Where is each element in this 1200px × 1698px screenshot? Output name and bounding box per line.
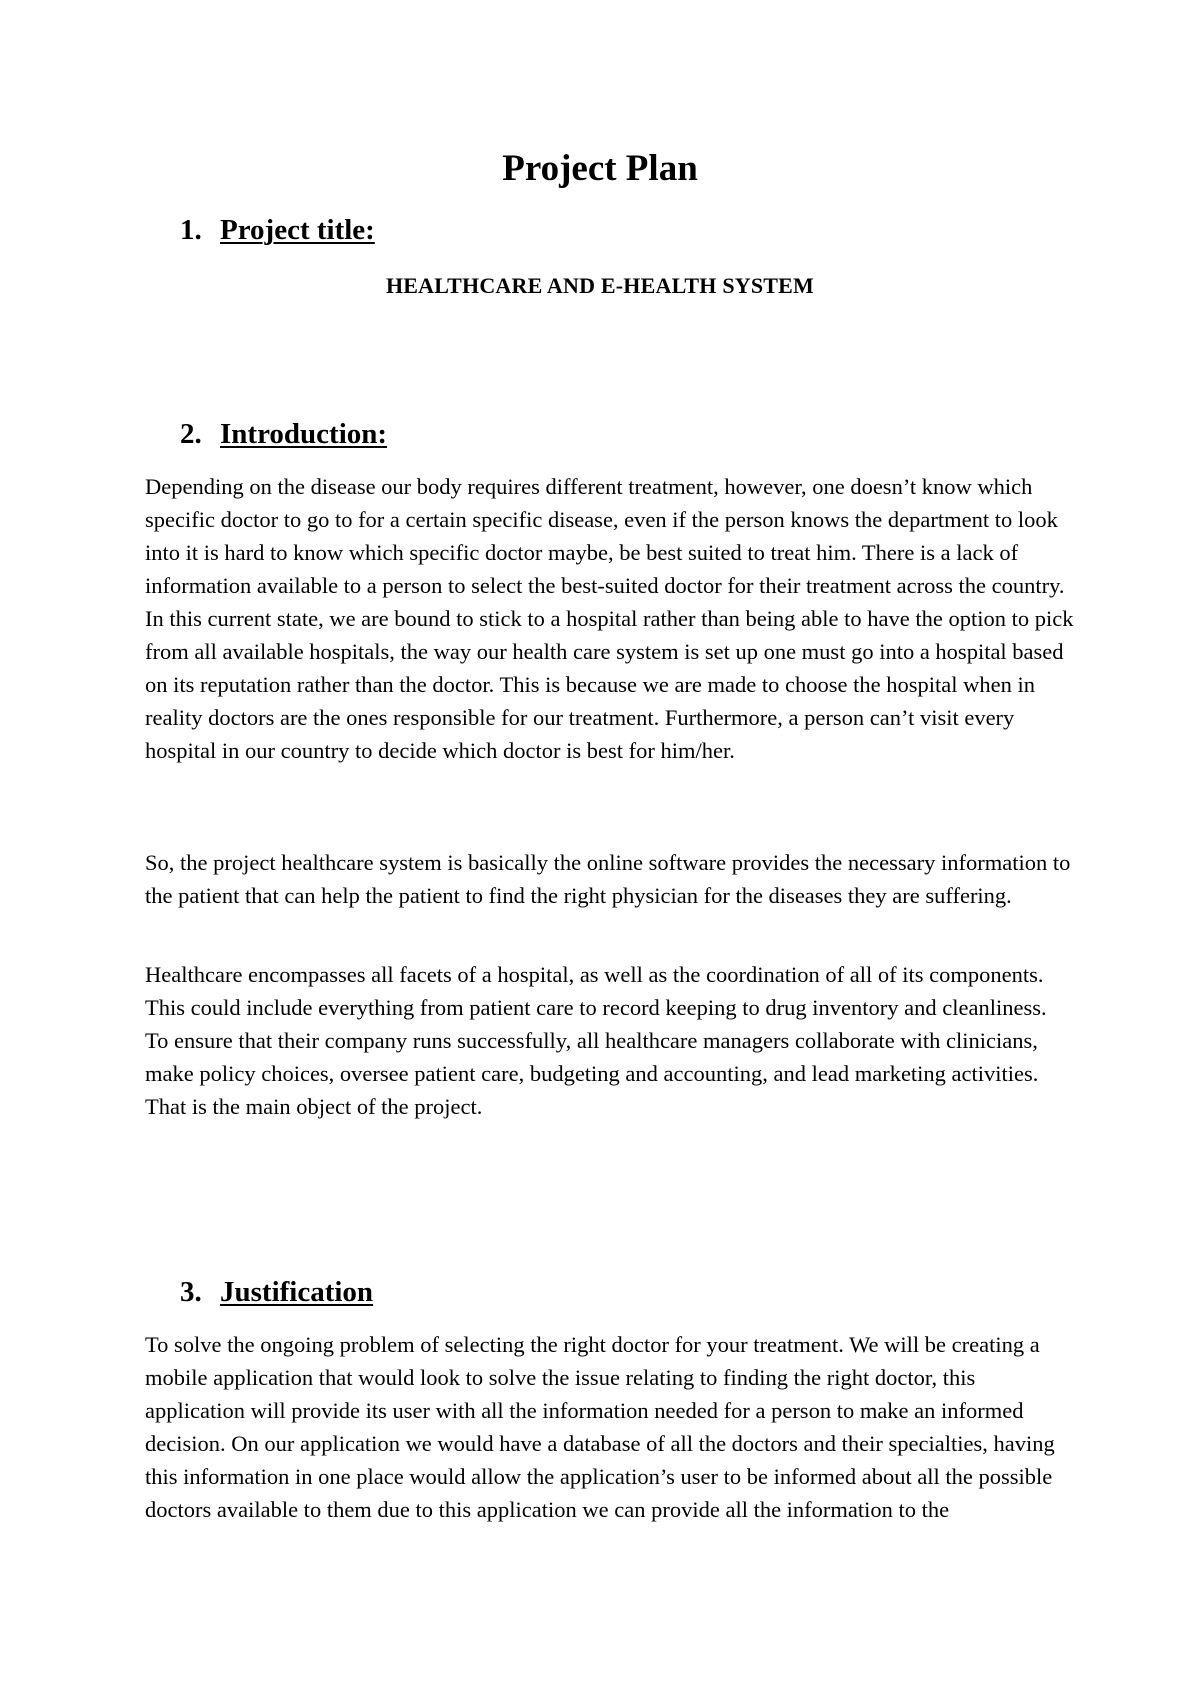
introduction-paragraph-3: Healthcare encompasses all facets of a hospital, as well as the coordination of all of its components. This could include everything from patient care to record keeping to drug inventory and cleanliness. To ensure that their company runs successfully, all healthcare managers collaborate with clinicians, make policy choices, oversee patient care, budgeting and accounting, and lead marketing activities. That is the main object of the project. [145,962,1047,1119]
section-number: 1. [180,214,202,246]
section-number: 2. [180,418,202,450]
section-heading-text: Justification [220,1276,374,1308]
section-heading-text: Project title: [220,214,375,246]
page-title: Project Plan [502,148,698,189]
project-title-value: HEALTHCARE AND E-HEALTH SYSTEM [386,273,814,298]
section-heading-text: Introduction: [220,418,388,450]
justification-paragraph-1: To solve the ongoing problem of selecting the right doctor for your treatment. We will be creating a mobile application that would look to solve the issue relating to finding the right doctor, this application will provide its user with all the information needed for a person to make an informed decision. On our application we would have a database of all the doctors and their specialties, having this information in one place would allow the application’s user to be informed about all the possible doctors available to them due to this application we can provide all the information to the [145,1332,1055,1522]
introduction-paragraph-1: Depending on the disease our body requires different treatment, however, one doesn’t know which specific doctor to go to for a certain specific disease, even if the person knows the department to look into it is hard to know which specific doctor maybe, be best suited to treat him. There is a lack of information available to a person to select the best-suited doctor for their treatment across the country. In this current state, we are bound to stick to a hospital rather than being able to have the option to pick from all available hospitals, the way our health care system is set up one must go into a hospital based on its reputation rather than the doctor. This is because we are made to choose the hospital when in reality doctors are the ones responsible for our treatment. Furthermore, a person can’t visit every hospital in our country to decide which doctor is best for him/her. [145,474,1074,763]
section-heading-introduction [180,416,387,452]
introduction-paragraph-2: So, the project healthcare system is basically the online software provides the necessary information to the patient that can help the patient to find the right physician for the diseases they are suffering. [145,850,1071,908]
section-heading-project-title [180,212,375,248]
section-number: 3. [180,1276,202,1308]
section-heading-justification [180,1274,373,1310]
